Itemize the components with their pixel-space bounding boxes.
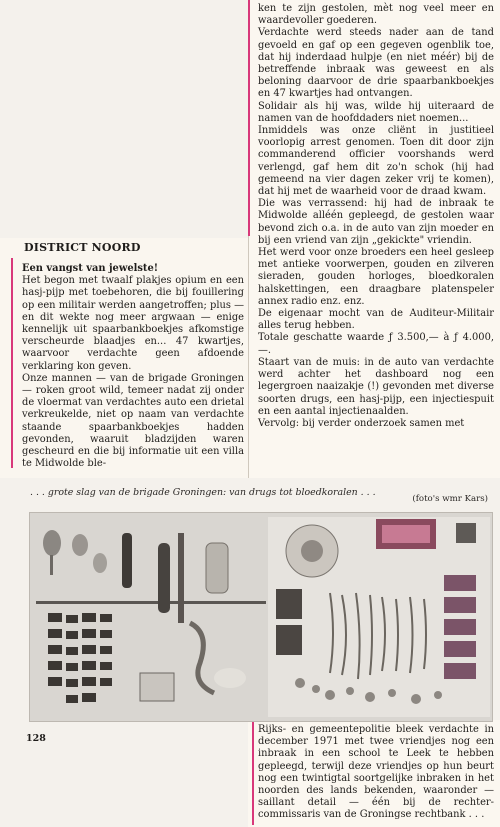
paragraph: Onze mannen — van de brigade Groningen — roken groot wild, temeer nadat zij onder de vloermat van verdachtes auto een drietal verkreukelde, niet op naam van verdachte staande spaarbankboekjes hadden gevonden, waaruit bladzijden waren gescheurd en die bij informatie uit een villa te Midwolde ble-: [22, 372, 244, 470]
article-right-column: [258, 3, 494, 430]
photo-caption: . . . grote slag van de brigade Groningen: van drugs tot bloedkoralen . . .: [30, 487, 376, 498]
paragraph: Solidair als hij was, wilde hij uiteraard de namen van de hoofddaders niet noemen...: [258, 100, 494, 124]
article-left-column: [22, 263, 244, 470]
red-margin-rule-bottom: [252, 722, 254, 825]
paragraph: Vervolg: bij verder onderzoek samen met: [258, 417, 465, 429]
paragraph: Totale geschatte waarde ƒ 3.500,— à ƒ 4.000,—.: [258, 332, 494, 356]
photo-credit: (foto's wmr Kars): [412, 494, 488, 504]
paragraph: Het werd voor onze broeders een heel gesleep met antieke voorwerpen, gouden en zilveren sieraden, gouden horloges, bloedkoralen halskettingen, een draagbare platenspeler annex radio enz. enz.: [258, 247, 494, 307]
evidence-photo: [29, 512, 493, 722]
paragraph: Staart van de muis: in de auto van verdachte werd achter het dashboard nog een legergroen naaizakje (!) gevonden met diverse soorten drugs, een hasj-pijp, een injectiespuit en een aantal injectienaalden.: [258, 356, 494, 417]
paragraph: De eigenaar mocht van de Auditeur-Militair alles terug hebben.: [258, 308, 494, 332]
paragraph: Inmiddels was onze cliënt in justitieel voorlopig arrest genomen. Toen dit door zijn commanderend officier voorshands werd verlengd, gaf hem dit zo'n schok (hij had gemeend na vier dagen zeker vrij te komen), dat hij met de waarheid voor de draad kwam.: [258, 125, 494, 198]
section-heading: DISTRICT NOORD: [24, 241, 141, 254]
paragraph: ken te zijn gestolen, mèt nog veel meer en waardevoller goederen.: [258, 3, 494, 27]
article-bottom-column: [258, 724, 494, 822]
paragraph: Rijks- en gemeentepolitie bleek verdachte in december 1971 met twee vriendjes nog een inbraak in een school te Leek te hebben gepleegd, terwijl deze vriendjes op hun beurt nog een twintigtal soortgelijke inbraken in het noorden des lands bekenden, waaronder — saillant detail — één bij de rechter-commissaris van de Groningse rechtbank . . .: [258, 724, 494, 821]
red-margin-rule-left: [11, 258, 13, 468]
evidence-photo-illustration: [30, 513, 492, 721]
paragraph: Het begon met twaalf plakjes opium en een hasj-pijp met toebehoren, die bij fouillering op een militair werden aangetroffen; plus — en dit wekte nog meer argwaan — enige kennelijk uit spaarbankboekjes afkomstige verscheurde blaadjes en... 47 kwartjes, waarvoor verdachte geen afdoende verklaring kon geven.: [22, 275, 244, 372]
paragraph: Verdachte werd steeds nader aan de tand gevoeld en gaf op een gegeven ogenblik toe, dat hij inderdaad hulpje (en niet méér) bij de betreffende inbraak was geweest en als beloning daarvoor de drie spaarbankboekjes en 47 kwartjes had ontvangen.: [258, 27, 494, 100]
article-subheading: Een vangst van jewelste!: [22, 263, 159, 274]
page-number: 128: [26, 733, 46, 744]
paragraph: Die was verrassend: hij had de inbraak te Midwolde alléén gepleegd, de gestolen waar bevond zich o.a. in de auto van zijn moeder en bij een vriend van zijn „gekickte" vriendin.: [258, 198, 494, 246]
red-margin-rule-top: [248, 0, 250, 236]
